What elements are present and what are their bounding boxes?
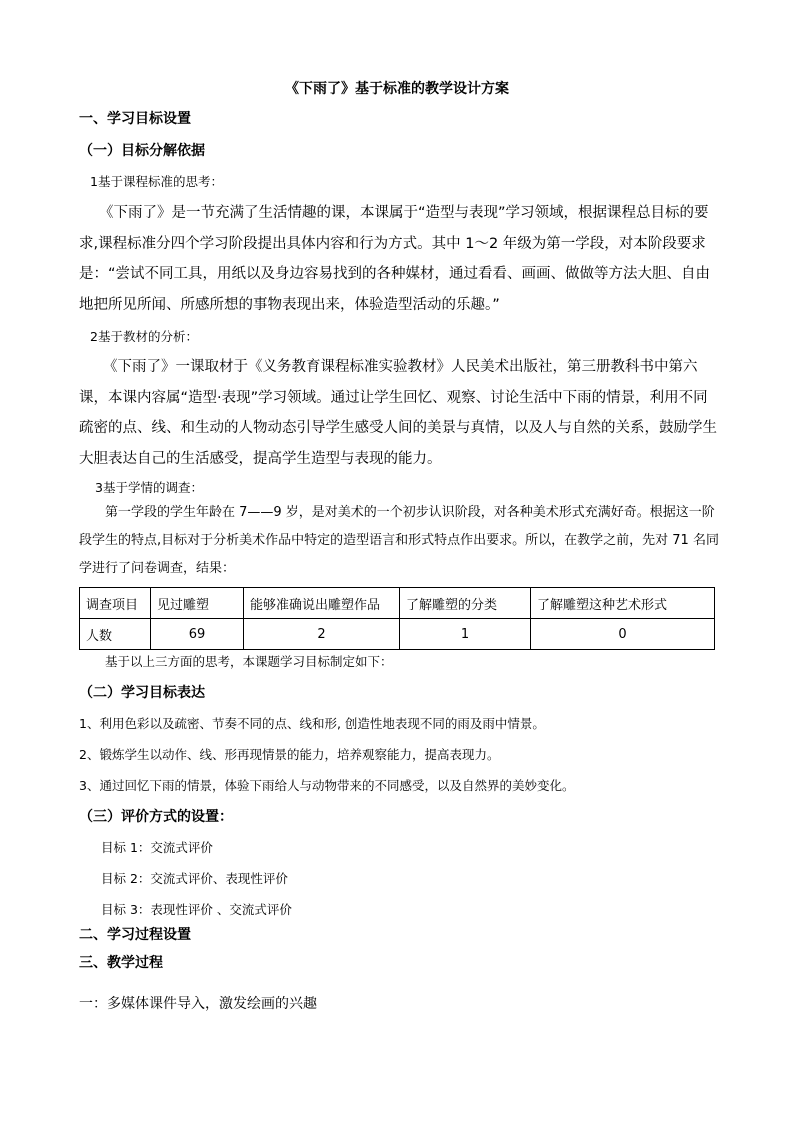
table-cell: 1 [400, 619, 531, 650]
table-cell: 人数 [80, 619, 151, 650]
section-1-heading: 一、学习目标设置 [79, 111, 191, 127]
evaluation-item-3: 目标 3：表现性评价 、交流式评价 [101, 902, 292, 917]
table-header-cell: 了解雕塑这种艺术形式 [531, 588, 715, 619]
table-row [80, 619, 715, 650]
survey-table [79, 587, 715, 650]
basis-1-label: 1基于课程标准的思考： [90, 174, 223, 189]
table-cell: 69 [151, 619, 244, 650]
basis-2-label: 2基于教材的分析： [90, 329, 198, 344]
table-cell: 2 [244, 619, 400, 650]
basis-1-paragraph: 《下雨了》是一节充满了生活情趣的课，本课属于“造型与表现”学习领域，根据课程总目标的要求,课程标准分四个学习阶段提出具体内容和行为方式。其中 1～2 年级为第一学段，对本阶段要求是：“尝试不同工具，用纸以及身边容易找到的各种媒材，通过看看、画画、做做等方法大胆、自由地把所见所闻、所感所想的事物表现出来，体验造型活动的乐趣。” [79, 205, 711, 313]
basis-3-label: 3基于学情的调查： [95, 480, 203, 495]
table-cell: 0 [531, 619, 715, 650]
after-table-text: 基于以上三方面的思考，本课题学习目标制定如下： [105, 654, 393, 669]
table-header-cell: 了解雕塑的分类 [400, 588, 531, 619]
evaluation-item-1: 目标 1：交流式评价 [101, 840, 213, 855]
document-title: 《下雨了》基于标准的教学设计方案 [285, 81, 509, 97]
evaluation-item-2: 目标 2：交流式评价、表现性评价 [101, 871, 288, 886]
goal-item-1: 1、利用色彩以及疏密、节奏不同的点、线和形, 创造性地表现不同的雨及雨中情景。 [79, 716, 545, 731]
teaching-step-1: 一：多媒体课件导入，激发绘画的兴趣 [79, 996, 317, 1012]
table-header-cell: 能够准确说出雕塑作品 [244, 588, 400, 619]
section-3-heading: 三、教学过程 [79, 955, 163, 971]
subsection-1-heading: （一）目标分解依据 [79, 143, 205, 159]
section-2-heading: 二、学习过程设置 [79, 927, 191, 943]
subsection-2-heading: （二）学习目标表达 [79, 685, 205, 701]
basis-2-paragraph: 《下雨了》一课取材于《义务教育课程标准实验教材》人民美术出版社，第三册教科书中第六课，本课内容属“造型·表现”学习领域。通过让学生回忆、观察、讨论生活中下雨的情景，利用不同疏密的点、线、和生动的人物动态引导学生感受人间的美景与真情，以及人与自然的关系，鼓励学生大胆表达自己的生活感受，提高学生造型与表现的能力。 [79, 359, 717, 467]
subsection-3-heading: （三）评价方式的设置： [79, 809, 233, 825]
table-header-row [80, 588, 715, 619]
table-header-cell: 见过雕塑 [151, 588, 244, 619]
goal-item-2: 2、锻炼学生以动作、线、形再现情景的能力，培养观察能力，提高表现力。 [79, 747, 500, 762]
basis-3-paragraph: 第一学段的学生年龄在 7——9 岁，是对美术的一个初步认识阶段，对各种美术形式充满好奇。根据这一阶段学生的特点,目标对于分析美术作品中特定的造型语言和形式特点作出要求。所以，在教学之前，先对 71 名同学进行了问卷调查，结果： [79, 505, 719, 576]
table-header-cell: 调查项目 [80, 588, 151, 619]
goal-item-3: 3、通过回忆下雨的情景，体验下雨给人与动物带来的不同感受，以及自然界的美妙变化。 [79, 778, 575, 793]
